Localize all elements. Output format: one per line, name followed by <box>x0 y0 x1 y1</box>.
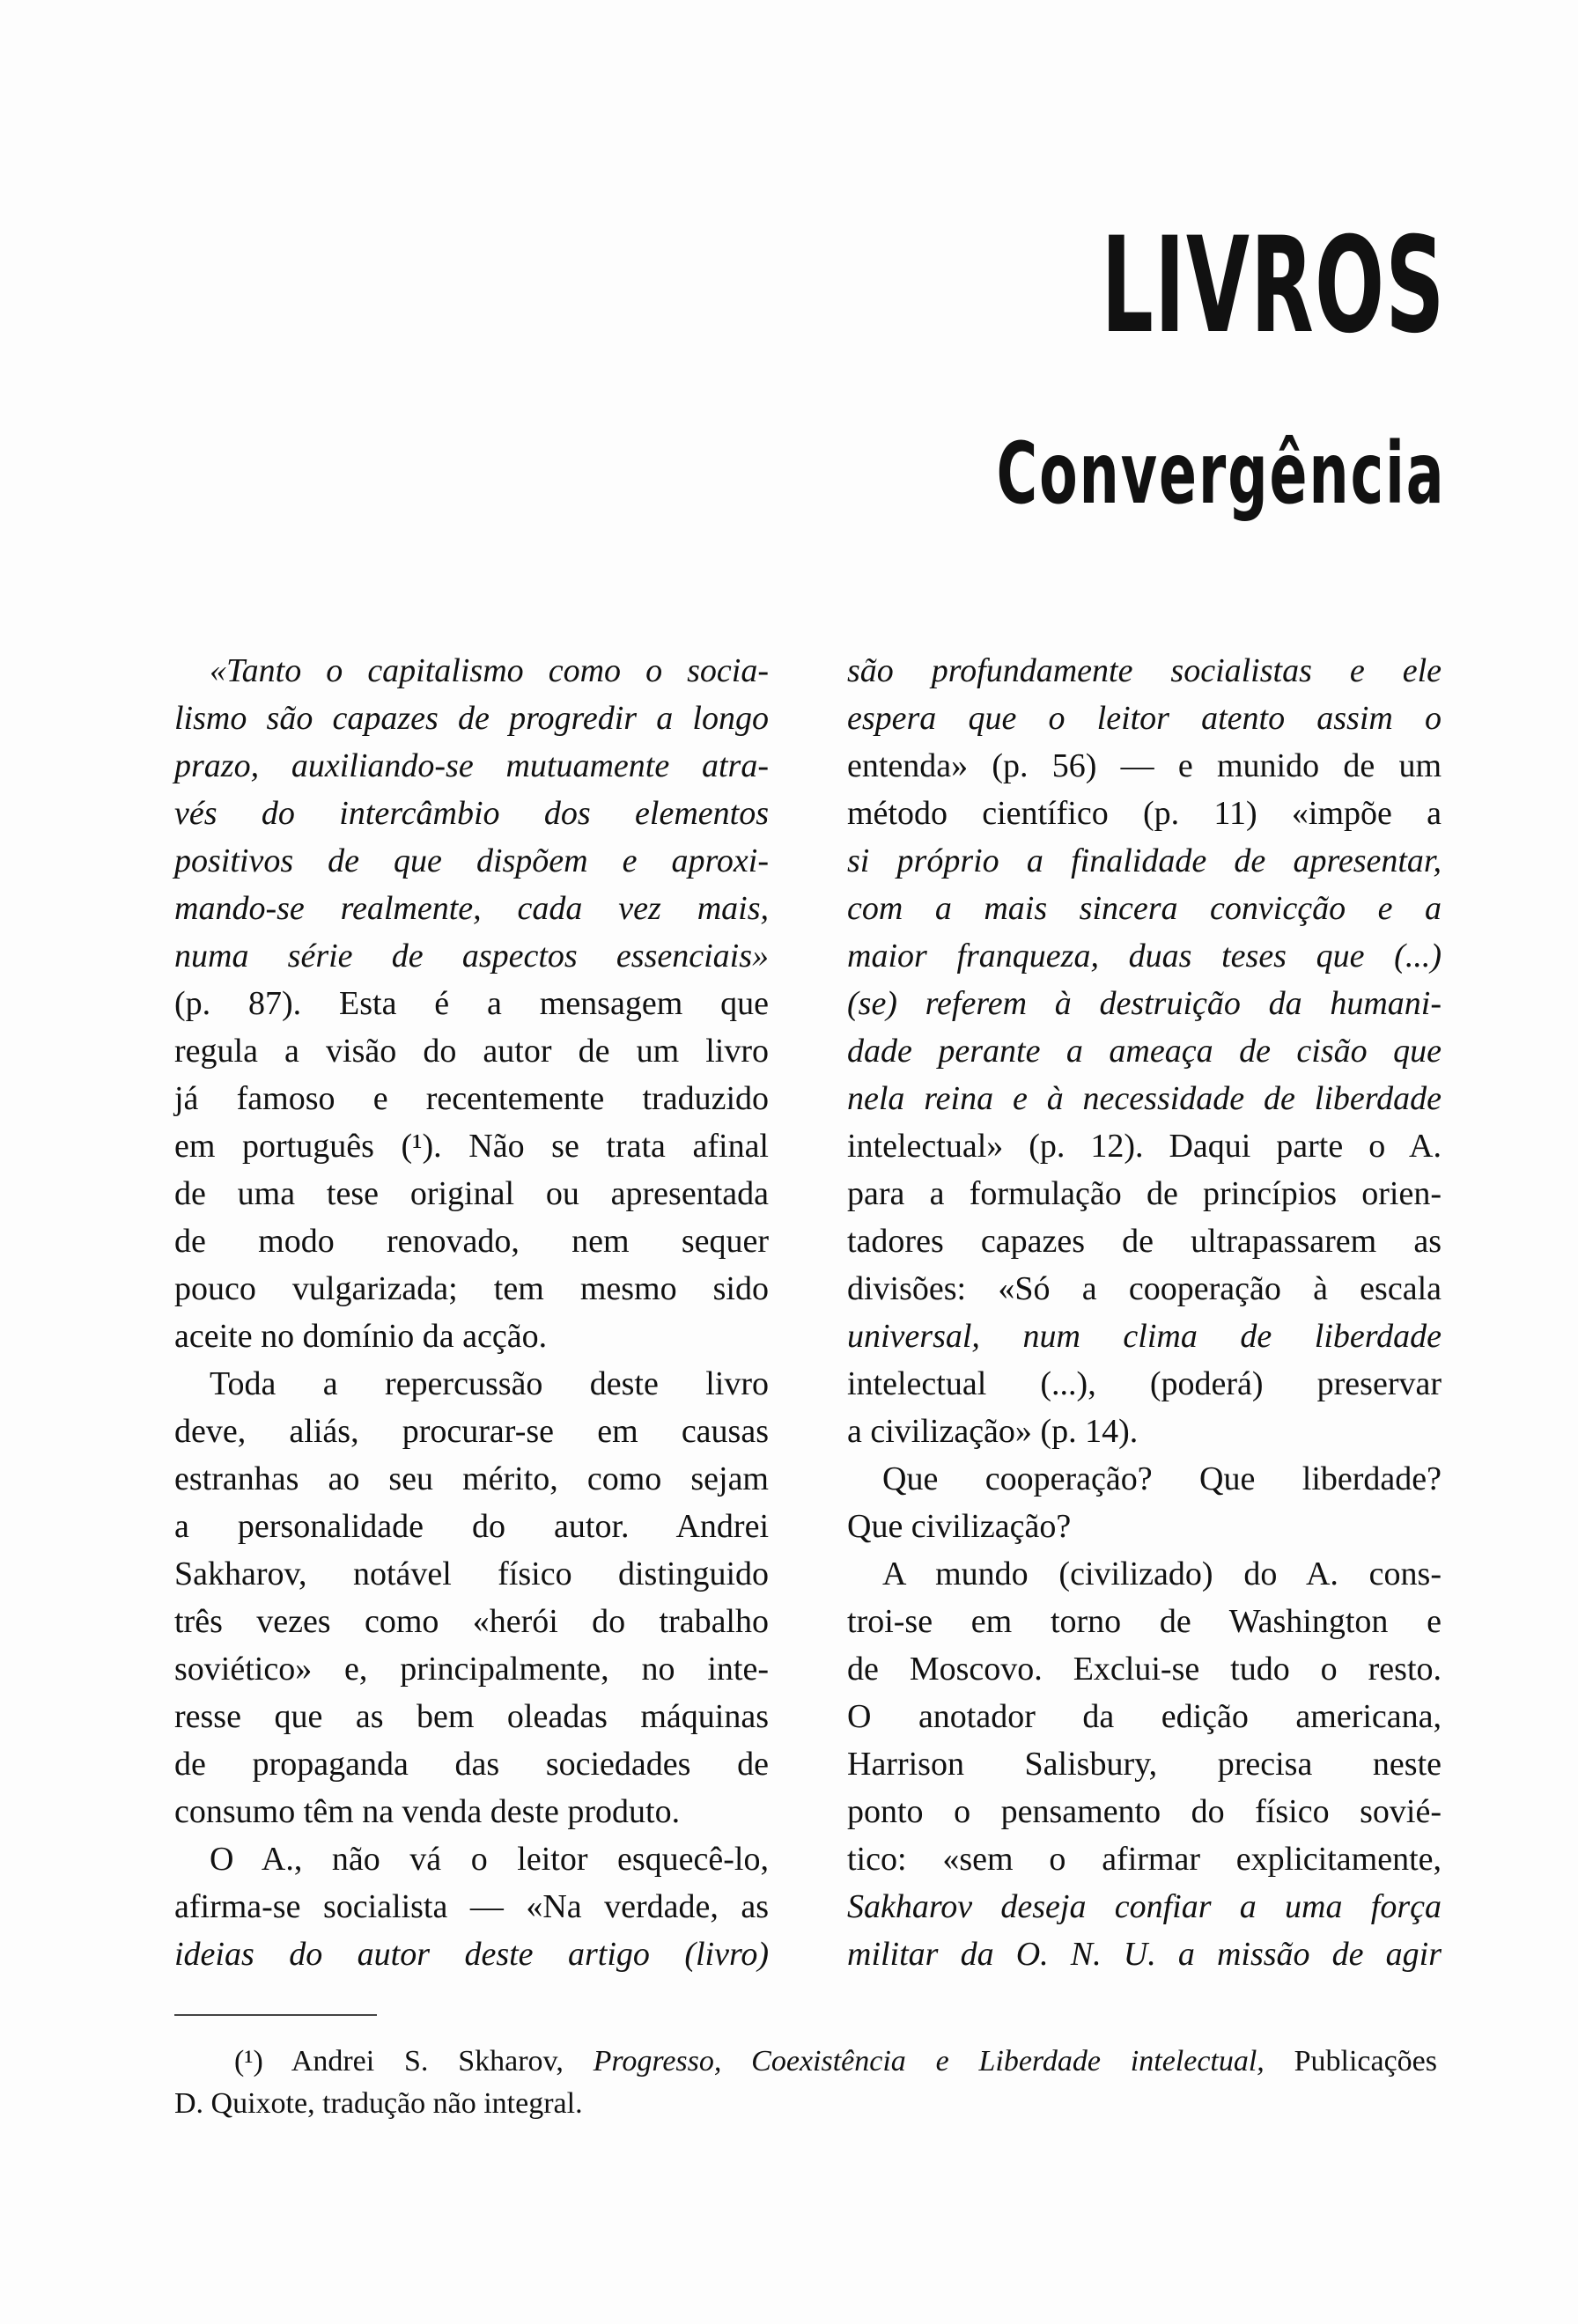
footnote-divider <box>174 2014 377 2016</box>
text-line: Sakharov deseja confiar a uma força <box>847 1888 1442 1925</box>
text-line: nela reina e à necessidade de liberdade <box>847 1080 1442 1117</box>
text-line: tadores capazes de ultrapassarem as <box>847 1223 1442 1260</box>
text-line: tico: «sem o afirmar explicitamente, <box>847 1841 1442 1878</box>
text-line: Que cooperação? Que liberdade? <box>882 1460 1442 1497</box>
text-line: resse que as bem oleadas máquinas <box>174 1698 769 1735</box>
section-title: LIVROS <box>1102 210 1446 363</box>
left-column <box>174 647 769 1978</box>
text-line: a personalidade do autor. Andrei <box>174 1508 769 1545</box>
text-line: consumo têm na venda deste produto. <box>174 1793 681 1830</box>
text-line: de modo renovado, nem sequer <box>174 1223 769 1260</box>
footnote-author: Andrei S. Skharov, <box>291 2045 594 2078</box>
text-line: afirma-se socialista — «Na verdade, as <box>174 1888 769 1925</box>
footnote <box>174 2041 1437 2125</box>
text-line: soviético» e, principalmente, no inte- <box>174 1651 769 1688</box>
text-line: deve, aliás, procurar-se em causas <box>174 1413 769 1450</box>
text-line: militar da O. N. U. a missão de agir <box>847 1936 1442 1973</box>
text-line: divisões: «Só a cooperação à escala <box>847 1270 1442 1307</box>
article-title: Convergência <box>997 424 1446 523</box>
text-line: entenda» (p. 56) — e munido de um <box>847 747 1442 784</box>
text-line: método científico (p. 11) «impõe a <box>847 795 1442 832</box>
text-line: três vezes como «herói do trabalho <box>174 1603 769 1640</box>
text-line: já famoso e recentemente traduzido <box>174 1080 769 1117</box>
text-line: A mundo (civilizado) do A. cons- <box>882 1555 1442 1592</box>
text-line: ponto o pensamento do físico sovié- <box>847 1793 1442 1830</box>
text-line: universal, num clima de liberdade <box>847 1318 1442 1355</box>
text-line: prazo, auxiliando-se mutuamente atra- <box>174 747 769 784</box>
footnote-book-title: Progresso, Coexistência e Liberdade intelectual, <box>593 2045 1265 2078</box>
text-line: vés do intercâmbio dos elementos <box>174 795 769 832</box>
text-line: de propaganda das sociedades de <box>174 1746 769 1783</box>
text-line: em português (¹). Não se trata afinal <box>174 1128 769 1165</box>
text-line: aceite no domínio da acção. <box>174 1318 548 1355</box>
text-line: si próprio a finalidade de apresentar, <box>847 842 1442 879</box>
text-line: numa série de aspectos essenciais» <box>174 938 769 974</box>
text-line: com a mais sincera convicção e a <box>847 890 1442 927</box>
text-line: Toda a repercussão deste livro <box>210 1365 769 1402</box>
text-line: a civilização» (p. 14). <box>847 1413 1139 1450</box>
text-line: são profundamente socialistas e ele <box>847 652 1442 689</box>
text-line: mando-se realmente, cada vez mais, <box>174 890 769 927</box>
text-line: intelectual (...), (poderá) preservar <box>847 1365 1442 1402</box>
text-line: O A., não vá o leitor esquecê-lo, <box>210 1841 769 1878</box>
right-column <box>847 647 1442 1978</box>
text-line: para a formulação de princípios orien- <box>847 1175 1442 1212</box>
text-line: (p. 87). Esta é a mensagem que <box>174 985 769 1022</box>
text-line: positivos de que dispõem e aproxi- <box>174 842 769 879</box>
text-line: (se) referem à destruição da humani- <box>847 985 1442 1022</box>
text-line: maior franqueza, duas teses que (...) <box>847 938 1442 974</box>
text-line: de uma tese original ou apresentada <box>174 1175 769 1212</box>
text-line: lismo são capazes de progredir a longo <box>174 700 769 737</box>
text-line: Sakharov, notável físico distinguido <box>174 1555 769 1592</box>
text-line: dade perante a ameaça de cisão que <box>847 1033 1442 1070</box>
footnote-line-1 <box>174 2041 1437 2083</box>
text-line: «Tanto o capitalismo como o socia- <box>210 652 769 689</box>
text-line: estranhas ao seu mérito, como sejam <box>174 1460 769 1497</box>
text-line: troi-se em torno de Washington e <box>847 1603 1442 1640</box>
text-line: espera que o leitor atento assim o <box>847 700 1442 737</box>
footnote-line-2: D. Quixote, tradução não integral. <box>174 2087 583 2120</box>
text-line: ideias do autor deste artigo (livro) <box>174 1936 769 1973</box>
footnote-marker: (¹) <box>234 2045 263 2078</box>
footnote-publisher: Publicações <box>1264 2045 1438 2078</box>
text-line: O anotador da edição americana, <box>847 1698 1442 1735</box>
text-line: intelectual» (p. 12). Daqui parte o A. <box>847 1128 1442 1165</box>
text-line: de Moscovo. Exclui-se tudo o resto. <box>847 1651 1442 1688</box>
text-line: Que civilização? <box>847 1508 1072 1545</box>
text-line: Harrison Salisbury, precisa neste <box>847 1746 1442 1783</box>
text-line: regula a visão do autor de um livro <box>174 1033 769 1070</box>
text-line: pouco vulgarizada; tem mesmo sido <box>174 1270 769 1307</box>
